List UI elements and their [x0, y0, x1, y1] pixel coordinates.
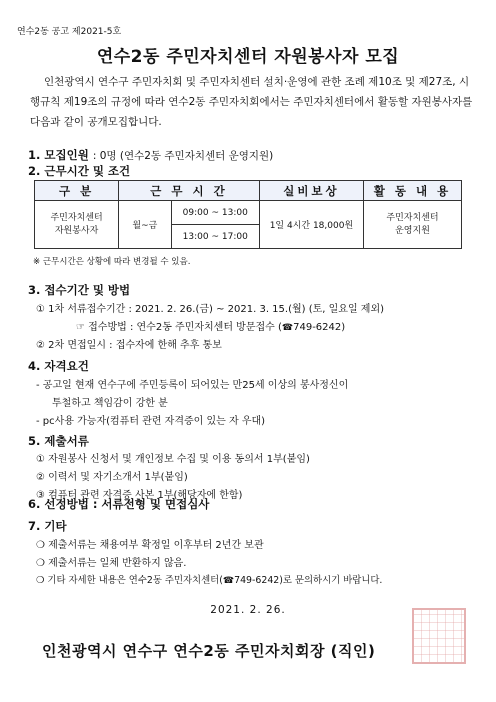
section-5-line-3: ③ 컴퓨터 관련 자격증 사본 1부(해당자에 한함) [36, 490, 243, 501]
section-7-line-1: ❍ 제출서류는 채용여부 확정일 이후부터 2년간 보관 [36, 540, 264, 551]
section-7-heading: 7. 기타 [28, 519, 67, 533]
section-3-line-1: ① 1차 서류접수기간 : 2021. 2. 26.(금) ~ 2021. 3. 15.(월) (토, 일요일 제외) [36, 304, 385, 315]
notice-number: 연수2동 공고 제2021-5호 [17, 27, 122, 37]
cell-time-morning: 09:00 ~ 13:00 [171, 201, 259, 225]
notice-date: 2021. 2. 26. [210, 604, 286, 616]
section-5-line-2: ② 이력서 및 자기소개서 1부(붙임) [36, 472, 188, 483]
section-6 [28, 496, 209, 512]
header-activity: 활 동 내 용 [364, 181, 462, 201]
cell-pay: 1일 4시간 18,000원 [259, 201, 363, 249]
section-4-line-3: - pc사용 가능자(컴퓨터 관련 자격증이 있는 자 우대) [36, 416, 266, 427]
work-conditions-table [34, 180, 462, 249]
section-3-heading: 3. 접수기간 및 방법 [28, 283, 131, 297]
section-3-line-2 [76, 318, 345, 333]
official-seal-icon [412, 608, 466, 664]
section-7-line-2: ❍ 제출서류는 일체 반환하지 않음. [36, 558, 187, 569]
intro-paragraph: 인천광역시 연수구 주민자치회 및 주민자치센터 설치·운영에 관한 조례 제10조 및 제27조, 시행규칙 제19조의 규정에 따라 연수2동 주민자치회에서는 주민자치센터에서 활동할 자원봉사자를 다음과 같이 공개모집합니다. [30, 76, 473, 128]
work-hours-note: ※ 근무시간은 상황에 따라 변경될 수 있음. [33, 257, 191, 267]
receipt-phone: 749-6242) [293, 322, 346, 333]
section-5-line-1: ① 자원봉사 신청서 및 개인정보 수집 및 이용 동의서 1부(붙임) [36, 454, 310, 465]
section-7-line-3 [36, 572, 382, 586]
section-1-text: : 0명 (연수2동 주민자치센터 운영지원) [92, 150, 274, 162]
cell-days: 월~금 [119, 201, 171, 249]
section-1-heading: 1. 모집인원 [28, 148, 89, 162]
section-2-heading: 2. 근무시간 및 조건 [28, 164, 131, 178]
section-1 [28, 147, 273, 163]
header-hours: 근 무 시 간 [119, 181, 260, 201]
cell-activity: 주민자치센터 운영지원 [364, 201, 462, 249]
contact-phone: 749-6242)로 문의하시기 바랍니다. [234, 575, 383, 586]
section-4-line-2: 투철하고 책임감이 강한 분 [52, 398, 168, 409]
phone-icon: ☎ [281, 323, 294, 333]
section-5-heading: 5. 제출서류 [28, 434, 89, 448]
contact-text: ❍ 기타 자세한 내용은 연수2동 주민자치센터( [36, 575, 223, 586]
section-4-line-1: - 공고일 현재 연수구에 주민등록이 되어있는 만25세 이상의 봉사정신이 [36, 380, 349, 391]
header-pay: 실비보상 [259, 181, 363, 201]
page-title: 연수2동 주민자치센터 자원봉사자 모집 [96, 47, 400, 67]
phone-icon: ☎ [222, 576, 235, 586]
table-row [35, 201, 462, 225]
section-3-line-3: ② 2차 면접일시 : 접수자에 한해 추후 통보 [36, 340, 222, 351]
section-6-heading: 6. 선정방법 [28, 497, 89, 511]
header-category: 구 분 [35, 181, 119, 201]
cell-time-afternoon: 13:00 ~ 17:00 [171, 225, 259, 249]
issuer-signature: 인천광역시 연수구 연수2동 주민자치회장 (직인) [42, 642, 376, 660]
table-header-row [35, 181, 462, 201]
section-6-text: : 서류전형 및 면접심사 [92, 497, 210, 511]
cell-category: 주민자치센터 자원봉사자 [35, 201, 119, 249]
section-4-heading: 4. 자격요건 [28, 359, 89, 373]
receipt-method-text: ☞ 접수방법 : 연수2동 주민자치센터 방문접수 ( [76, 322, 282, 333]
